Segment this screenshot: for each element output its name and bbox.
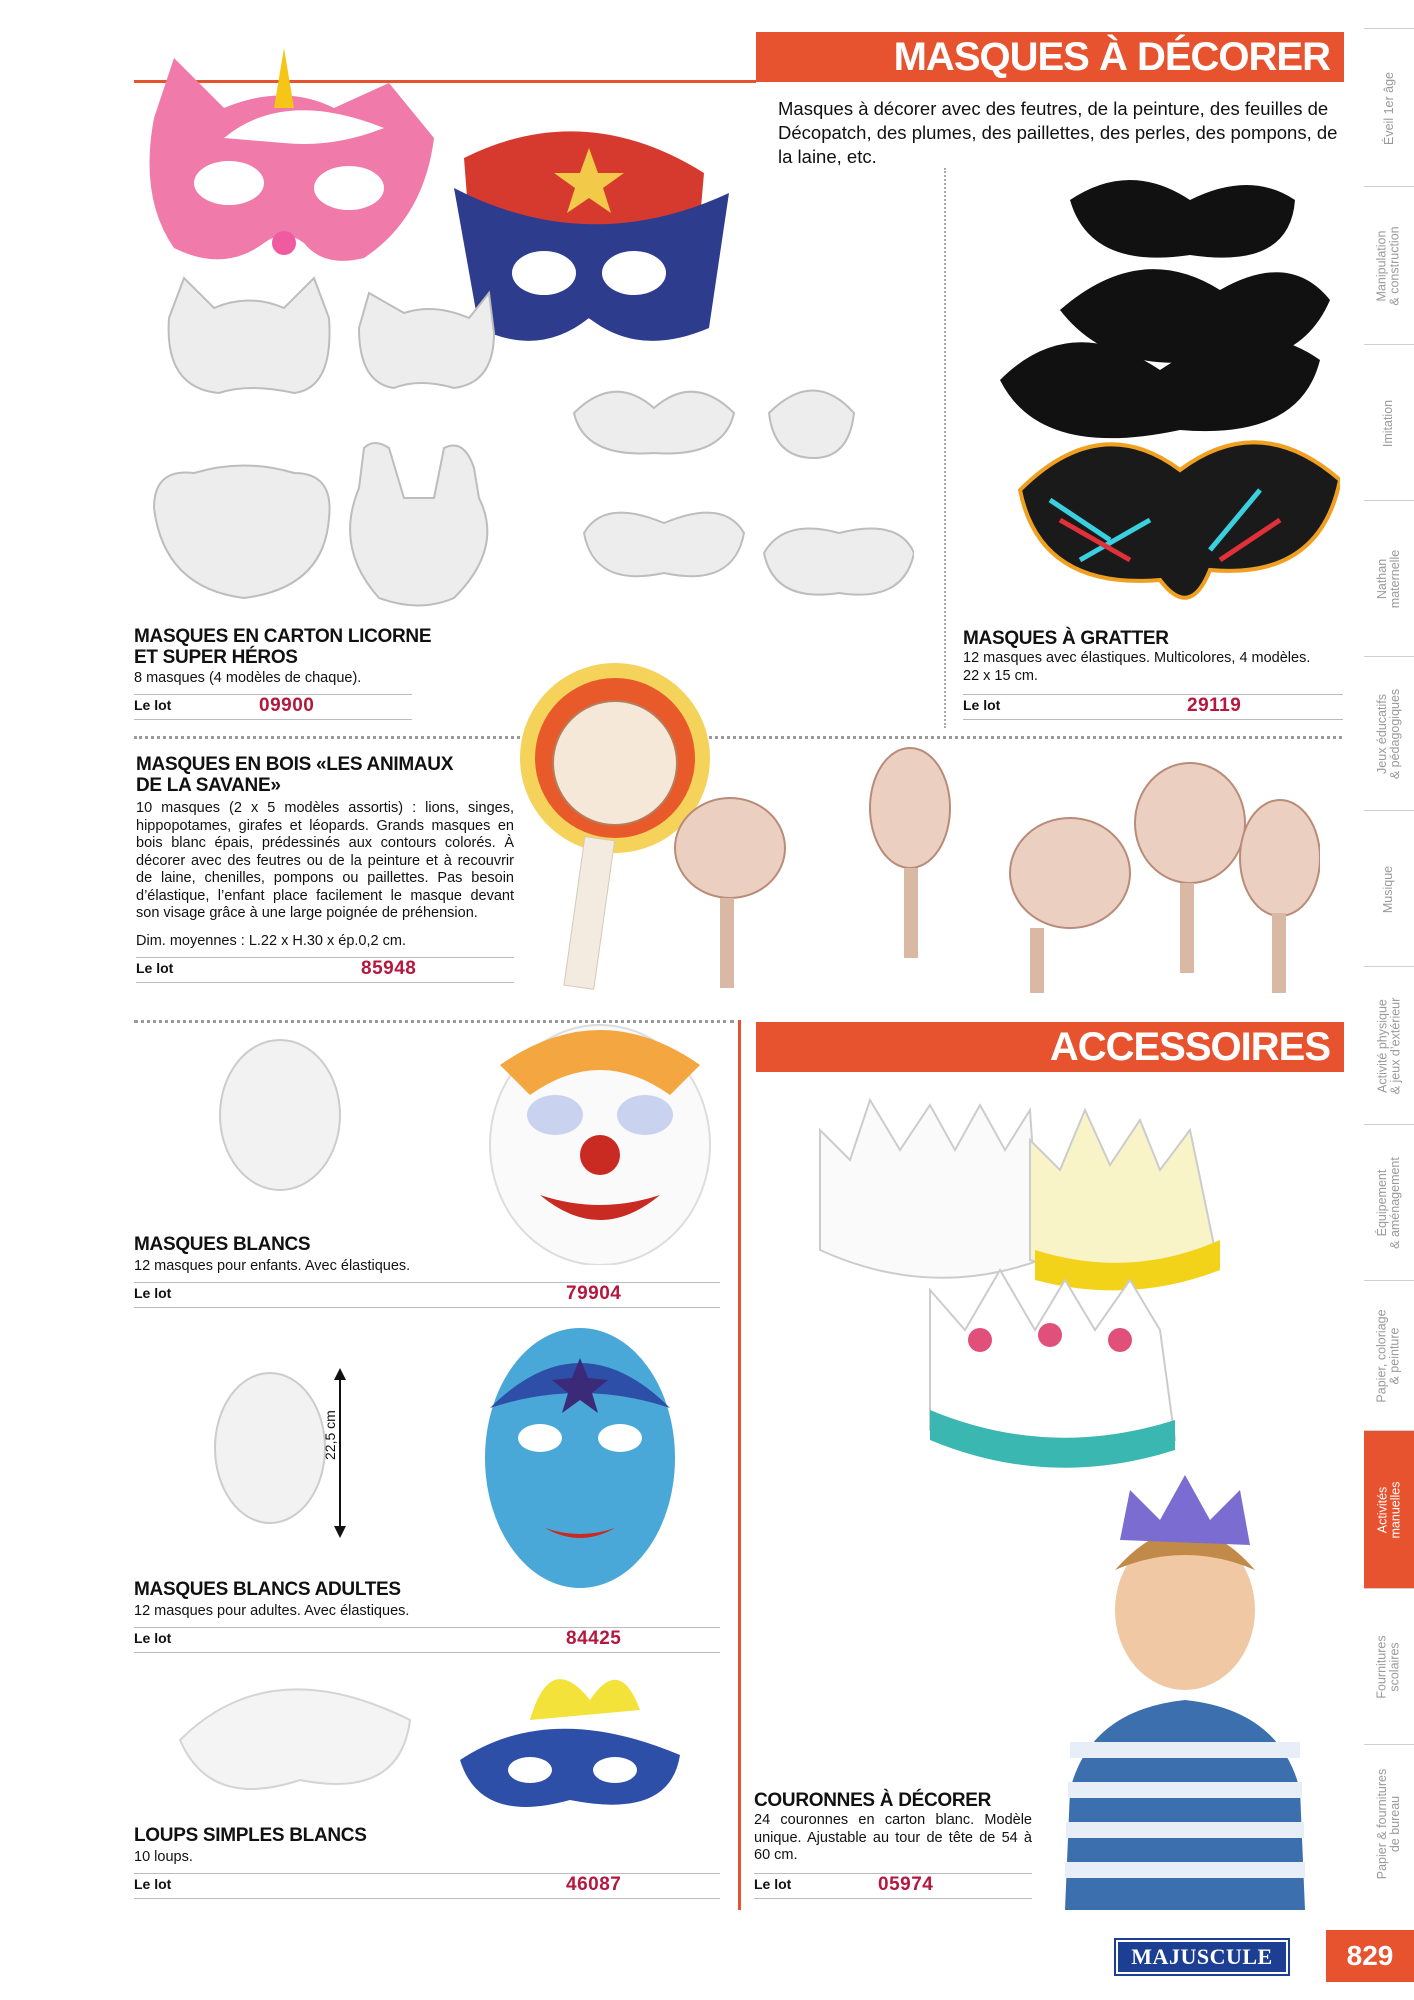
lot-label: Le lot xyxy=(134,1630,172,1646)
crowns-image xyxy=(800,1090,1340,1910)
product-ref-couronnes: 05974 xyxy=(878,1874,934,1895)
product-desc-licorne: 8 masques (4 modèles de chaque). xyxy=(134,670,362,686)
dimension-label: 22,5 cm xyxy=(322,1410,338,1460)
product-title-loups: LOUPS SIMPLES BLANCS xyxy=(134,1825,367,1846)
product-ref-licorne: 09900 xyxy=(259,695,315,716)
lot-row-licorne xyxy=(134,694,412,720)
product-ref-blancs: 79904 xyxy=(566,1283,622,1304)
loups-image xyxy=(170,1660,720,1830)
product-title-bois: MASQUES EN BOIS «LES ANIMAUX DE LA SAVANE» xyxy=(136,754,454,796)
lot-label: Le lot xyxy=(134,697,172,713)
section-header-masques: MASQUES À DÉCORER xyxy=(756,32,1344,82)
lot-row-couronnes xyxy=(754,1873,1032,1899)
product-desc-couronnes: 24 couronnes en carton blanc. Modèle unique. Ajustable au tour de tête de 54 à 60 cm. xyxy=(754,1812,1032,1863)
white-masks-image xyxy=(200,1005,720,1265)
lot-row-adultes xyxy=(134,1627,720,1653)
lot-row-loups xyxy=(134,1873,720,1899)
tab-imitation[interactable]: Imitation xyxy=(1364,344,1414,501)
intro-text: Masques à décorer avec des feutres, de la peinture, des feuilles de Décopatch, des plumes, des paillettes, des perles, des pompons, de la laine, etc. xyxy=(778,98,1338,167)
product-title-licorne: MASQUES EN CARTON LICORNE ET SUPER HÉROS xyxy=(134,626,432,668)
tab-nathan[interactable]: Nathan maternelle xyxy=(1364,500,1414,657)
product-dim-bois: Dim. moyennes : L.22 x H.30 x ép.0,2 cm. xyxy=(136,933,406,949)
tab-equipement[interactable]: Équipement & aménagement xyxy=(1364,1124,1414,1281)
product-desc-loups: 10 loups. xyxy=(134,1849,193,1865)
tab-papier-coloriage[interactable]: Papier, coloriage & peinture xyxy=(1364,1280,1414,1431)
tab-fournitures-scolaires[interactable]: Fournitures scolaires xyxy=(1364,1588,1414,1745)
tab-manipulation[interactable]: Manipulation & construction xyxy=(1364,186,1414,345)
column-separator-dotted xyxy=(944,168,946,728)
product-title-blancs: MASQUES BLANCS xyxy=(134,1234,311,1255)
lot-label: Le lot xyxy=(134,1876,172,1892)
masks-unicorn-hero-image xyxy=(134,28,914,618)
product-ref-gratter: 29119 xyxy=(1187,695,1242,716)
tab-activites-manuelles[interactable]: Activités manuelles xyxy=(1364,1430,1414,1589)
product-desc-bois: 10 masques (2 x 5 modèles assortis) : lions, singes, hippopotames, girafes et léopards. Grands masques en bois blanc épais, prédessinés aux contours colorés. À décorer avec des feutres ou de la peinture et à recouvrir de laine, chenilles, pompons ou paillettes. Pas besoin d’élastique, l’enfant place facilement le masque devant son visage grâce à une large poignée de préhension. xyxy=(136,800,514,921)
product-title-couronnes: COURONNES À DÉCORER xyxy=(754,1790,992,1811)
lot-label: Le lot xyxy=(136,960,174,976)
tab-papier-fournitures-bureau[interactable]: Papier & fournitures de bureau xyxy=(1364,1744,1414,1903)
product-desc-adultes: 12 masques pour adultes. Avec élastiques. xyxy=(134,1603,410,1619)
product-ref-bois: 85948 xyxy=(361,958,417,979)
product-desc-blancs: 12 masques pour enfants. Avec élastiques. xyxy=(134,1258,411,1274)
tab-activite-physique[interactable]: Activité physique & jeux d’extérieur xyxy=(1364,966,1414,1125)
scratch-masks-image xyxy=(960,160,1340,620)
brand-logo: MAJUSCULE xyxy=(1116,1940,1288,1974)
product-ref-adultes: 84425 xyxy=(566,1628,622,1649)
lot-label: Le lot xyxy=(754,1876,792,1892)
lot-row-bois xyxy=(136,957,514,983)
section-header-accessoires: ACCESSOIRES xyxy=(756,1022,1344,1072)
lot-label: Le lot xyxy=(963,697,1001,713)
product-ref-loups: 46087 xyxy=(566,1874,622,1895)
product-desc-gratter: 12 masques avec élastiques. Multicolores, 4 modèles. 22 x 15 cm. xyxy=(963,650,1311,684)
wooden-savanna-masks-image xyxy=(520,648,1320,998)
lot-label: Le lot xyxy=(134,1285,172,1301)
tab-musique[interactable]: Musique xyxy=(1364,810,1414,967)
page-number: 829 xyxy=(1326,1930,1414,1982)
tab-jeux-educatifs[interactable]: Jeux éducatifs & pédagogiques xyxy=(1364,656,1414,811)
column-separator-orange xyxy=(738,1020,741,1910)
product-title-adultes: MASQUES BLANCS ADULTES xyxy=(134,1579,401,1600)
adult-masks-image xyxy=(200,1318,720,1618)
lot-row-blancs xyxy=(134,1282,720,1308)
tab-eveil[interactable]: Éveil 1er âge xyxy=(1364,28,1414,187)
product-title-gratter: MASQUES À GRATTER xyxy=(963,628,1169,649)
